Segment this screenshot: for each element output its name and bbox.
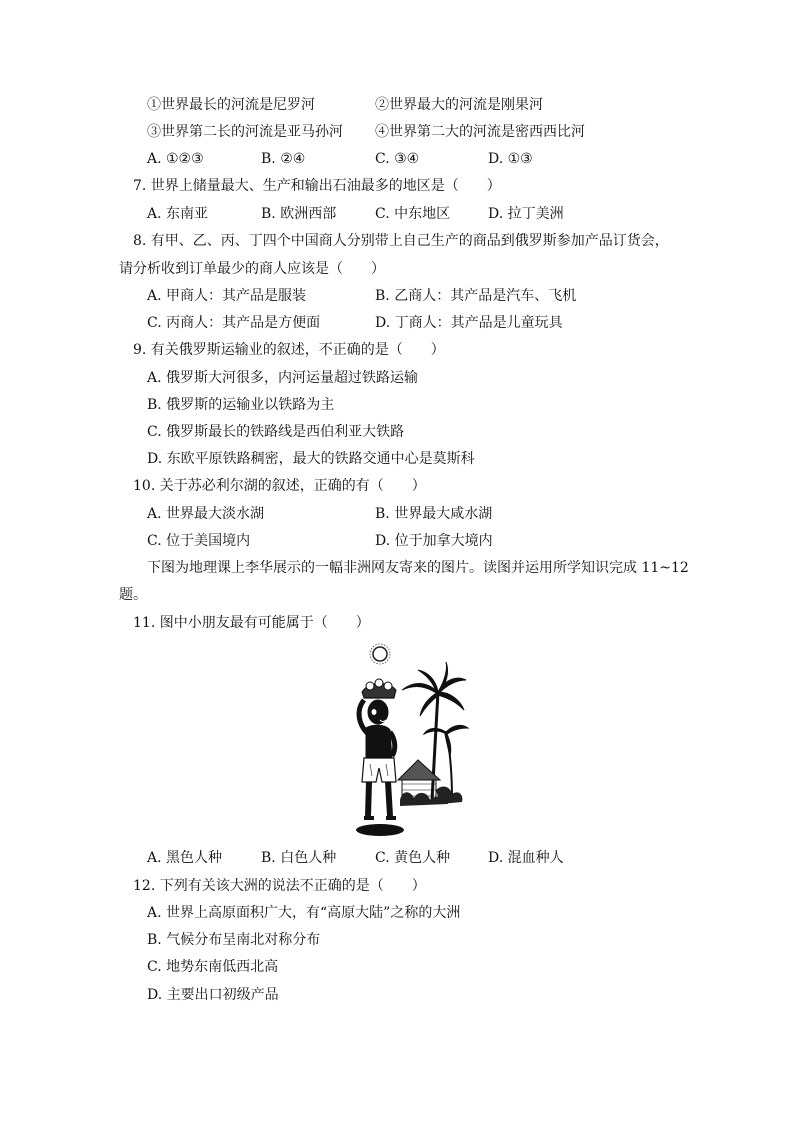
q10-option-c[interactable]: C. 位于美国境内	[147, 533, 251, 549]
q7-option-b[interactable]: B. 欧洲西部	[261, 206, 337, 222]
q7-option-d[interactable]: D. 拉丁美洲	[488, 206, 564, 222]
q6-statement-4: ④世界第二大的河流是密西西比河	[375, 124, 585, 140]
q7-question: 7. 世界上储量最大、生产和输出石油最多的地区是（ ）	[133, 178, 501, 194]
q10-options-row1	[0, 505, 794, 523]
q6-statement-1: ①世界最长的河流是尼罗河	[147, 97, 315, 113]
q7-option-a[interactable]: A. 东南亚	[147, 206, 209, 222]
q6-statement-2: ②世界最大的河流是刚果河	[375, 97, 543, 113]
q6-option-b[interactable]: B. ②④	[261, 151, 306, 167]
q6-statements-row1	[0, 96, 794, 114]
q9-question: 9. 有关俄罗斯运输业的叙述，不正确的是（ ）	[133, 342, 445, 358]
q8-question-line2: 请分析收到订单最少的商人应该是（ ）	[119, 261, 385, 277]
q8-options-row1	[0, 287, 794, 305]
q12-question: 12. 下列有关该大洲的说法不正确的是（ ）	[133, 878, 426, 894]
q8-options-row2	[0, 314, 794, 332]
ground-shadow	[356, 824, 404, 836]
q10-option-d[interactable]: D. 位于加拿大境内	[375, 533, 493, 549]
q8-question-line1: 8. 有甲、乙、丙、丁四个中国商人分别带上自己生产的商品到俄罗斯参加产品订货会，	[133, 233, 669, 249]
q9-option-b[interactable]: B. 俄罗斯的运输业以铁路为主	[147, 397, 335, 413]
q8-option-c[interactable]: C. 丙商人：其产品是方便面	[147, 315, 321, 331]
african-child-illustration	[340, 640, 470, 845]
q11-options	[0, 849, 794, 867]
child-figure-icon	[359, 700, 396, 818]
intro-line1: 下图为地理课上李华展示的一幅非洲网友寄来的图片。读图并运用所学知识完成 11~12	[147, 560, 689, 576]
q6-statements-row2	[0, 123, 794, 141]
q7-options	[0, 205, 794, 223]
q11-option-a[interactable]: A. 黑色人种	[147, 850, 223, 866]
sun-icon	[370, 644, 390, 664]
q6-option-d[interactable]: D. ①③	[488, 151, 533, 167]
q8-option-b[interactable]: B. 乙商人：其产品是汽车、飞机	[375, 288, 577, 304]
q12-option-c[interactable]: C. 地势东南低西北高	[147, 959, 279, 975]
q12-option-b[interactable]: B. 气候分布呈南北对称分布	[147, 932, 321, 948]
q7-option-c[interactable]: C. 中东地区	[375, 206, 451, 222]
q11-option-b[interactable]: B. 白色人种	[261, 850, 337, 866]
q8-option-a[interactable]: A. 甲商人：其产品是服装	[147, 288, 307, 304]
q6-statement-3: ③世界第二长的河流是亚马孙河	[147, 124, 343, 140]
q12-option-a[interactable]: A. 世界上高原面积广大，有“高原大陆”之称的大洲	[147, 905, 461, 921]
q6-option-c[interactable]: C. ③④	[375, 151, 420, 167]
q11-question: 11. 图中小朋友最有可能属于（ ）	[133, 615, 370, 631]
q10-options-row2	[0, 532, 794, 550]
q10-question: 10. 关于苏必利尔湖的叙述，正确的有（ ）	[133, 478, 426, 494]
q10-option-a[interactable]: A. 世界最大淡水湖	[147, 506, 265, 522]
q6-option-a[interactable]: A. ①②③	[147, 151, 204, 167]
q11-option-c[interactable]: C. 黄色人种	[375, 850, 451, 866]
q12-option-d[interactable]: D. 主要出口初级产品	[147, 987, 279, 1003]
q9-option-c[interactable]: C. 俄罗斯最长的铁路线是西伯利亚大铁路	[147, 424, 405, 440]
q6-options	[0, 150, 794, 168]
q9-option-d[interactable]: D. 东欧平原铁路稠密，最大的铁路交通中心是莫斯科	[147, 451, 475, 467]
q9-option-a[interactable]: A. 俄罗斯大河很多，内河运量超过铁路运输	[147, 370, 419, 386]
basket-icon	[362, 679, 396, 698]
intro-line2: 题。	[119, 587, 147, 603]
q10-option-b[interactable]: B. 世界最大咸水湖	[375, 506, 493, 522]
q8-option-d[interactable]: D. 丁商人：其产品是儿童玩具	[375, 315, 563, 331]
q11-option-d[interactable]: D. 混血种人	[488, 850, 564, 866]
